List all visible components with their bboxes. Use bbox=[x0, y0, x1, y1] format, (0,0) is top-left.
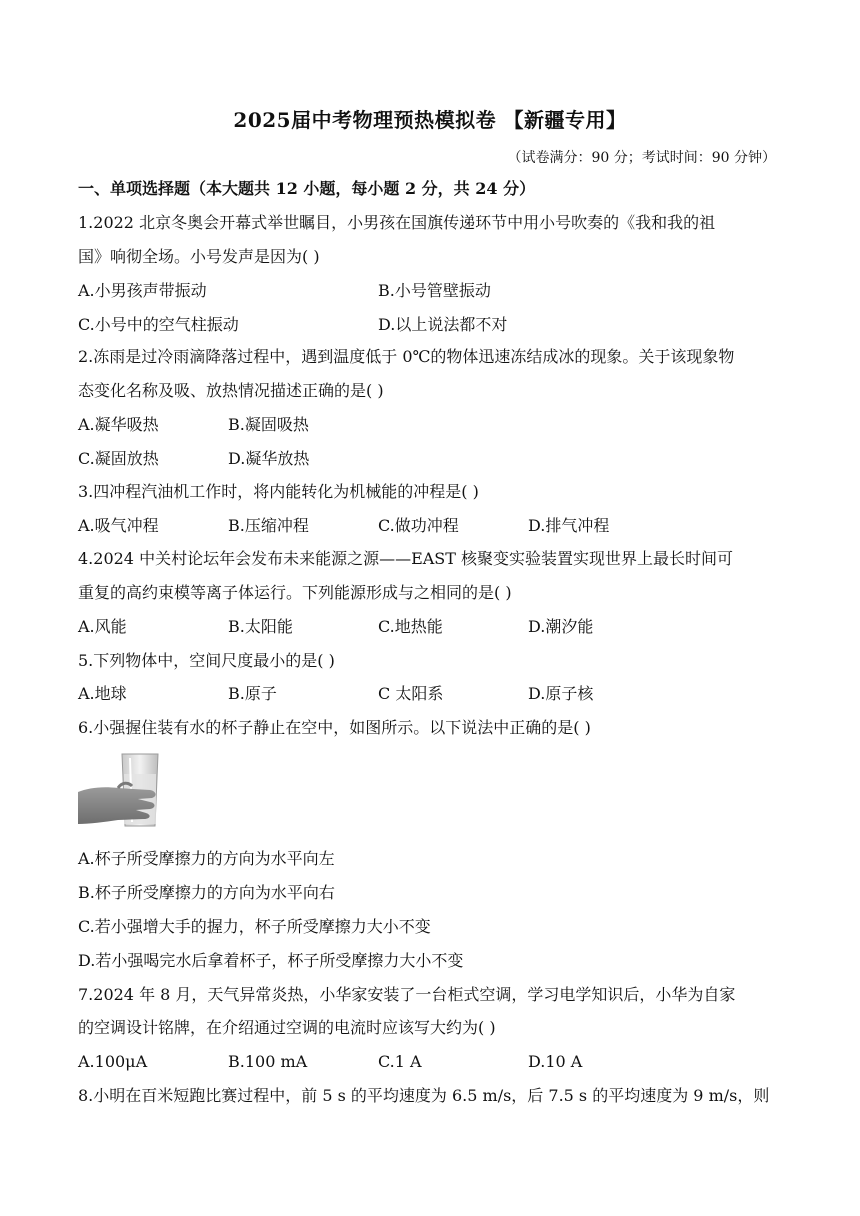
question-4-option-a: A.风能 bbox=[78, 617, 127, 636]
question-5-option-b: B.原子 bbox=[228, 684, 277, 703]
question-2-option-d: D.凝华放热 bbox=[228, 449, 310, 468]
question-7-option-b: B.100 mA bbox=[228, 1052, 308, 1071]
page-title: 2025届中考物理预热模拟卷 【新疆专用】 bbox=[233, 108, 627, 132]
question-3-option-c: C.做功冲程 bbox=[378, 516, 459, 535]
question-2-line-1: 2.冻雨是过冷雨滴降落过程中，遇到温度低于 0℃的物体迅速冻结成冰的现象。关于该现象物 bbox=[78, 347, 735, 366]
question-6-option-b: B.杯子所受摩擦力的方向为水平向右 bbox=[78, 883, 335, 902]
question-2-option-a: A.凝华吸热 bbox=[78, 415, 159, 434]
question-6-option-d: D.若小强喝完水后拿着杯子，杯子所受摩擦力大小不变 bbox=[78, 951, 464, 970]
question-5-option-c: C 太阳系 bbox=[378, 684, 444, 703]
question-4-option-b: B.太阳能 bbox=[228, 617, 293, 636]
question-1-option-c: C.小号中的空气柱振动 bbox=[78, 315, 239, 334]
question-6-option-c: C.若小强增大手的握力，杯子所受摩擦力大小不变 bbox=[78, 917, 431, 936]
question-7-line-2: 的空调设计铭牌，在介绍通过空调的电流时应该写大约为( ) bbox=[78, 1018, 496, 1037]
question-4-option-c: C.地热能 bbox=[378, 617, 443, 636]
question-7-option-d: D.10 A bbox=[528, 1052, 583, 1071]
question-4-line-1: 4.2024 中关村论坛年会发布未来能源之源——EAST 核聚变实验装置实现世界上最长时间可 bbox=[78, 549, 734, 568]
question-1-option-b: B.小号管壁振动 bbox=[378, 281, 491, 300]
question-3-option-d: D.排气冲程 bbox=[528, 516, 610, 535]
question-3-option-a: A.吸气冲程 bbox=[78, 516, 159, 535]
question-1-option-d: D.以上说法都不对 bbox=[378, 315, 508, 334]
question-1-line-2: 国》响彻全场。小号发声是因为( ) bbox=[78, 247, 320, 266]
question-2-option-c: C.凝固放热 bbox=[78, 449, 159, 468]
question-1-line-1: 1.2022 北京冬奥会开幕式举世瞩目，小男孩在国旗传递环节中用小号吹奏的《我和我的祖 bbox=[78, 213, 716, 232]
question-5-line-1: 5.下列物体中，空间尺度最小的是( ) bbox=[78, 651, 335, 670]
question-4-option-d: D.潮汐能 bbox=[528, 617, 594, 636]
question-8-line-1: 8.小明在百米短跑比赛过程中，前 5 s 的平均速度为 6.5 m/s，后 7.5 s 的平均速度为 9 m/s，则 bbox=[78, 1086, 770, 1105]
question-2-line-2: 态变化名称及吸、放热情况描述正确的是( ) bbox=[78, 381, 384, 400]
question-6-line-1: 6.小强握住装有水的杯子静止在空中，如图所示。以下说法中正确的是( ) bbox=[78, 718, 591, 737]
section-heading: 一、单项选择题（本大题共 12 小题，每小题 2 分，共 24 分） bbox=[78, 179, 536, 198]
question-7-line-1: 7.2024 年 8 月，天气异常炎热，小华家安装了一台柜式空调，学习电学知识后，小华为自家 bbox=[78, 985, 736, 1004]
hand-holding-cup-figure bbox=[78, 752, 160, 828]
exam-info: （试卷满分：90 分；考试时间：90 分钟） bbox=[507, 150, 776, 166]
question-4-line-2: 重复的高约束模等离子体运行。下列能源形成与之相同的是( ) bbox=[78, 583, 512, 602]
question-7-option-c: C.1 A bbox=[378, 1052, 422, 1071]
question-5-option-d: D.原子核 bbox=[528, 684, 594, 703]
question-6-option-a: A.杯子所受摩擦力的方向为水平向左 bbox=[78, 849, 335, 868]
question-5-option-a: A.地球 bbox=[78, 684, 127, 703]
question-2-option-b: B.凝固吸热 bbox=[228, 415, 309, 434]
question-3-option-b: B.压缩冲程 bbox=[228, 516, 309, 535]
question-1-option-a: A.小男孩声带振动 bbox=[78, 281, 207, 300]
question-7-option-a: A.100μA bbox=[78, 1052, 148, 1071]
question-3-line-1: 3.四冲程汽油机工作时，将内能转化为机械能的冲程是( ) bbox=[78, 482, 479, 501]
